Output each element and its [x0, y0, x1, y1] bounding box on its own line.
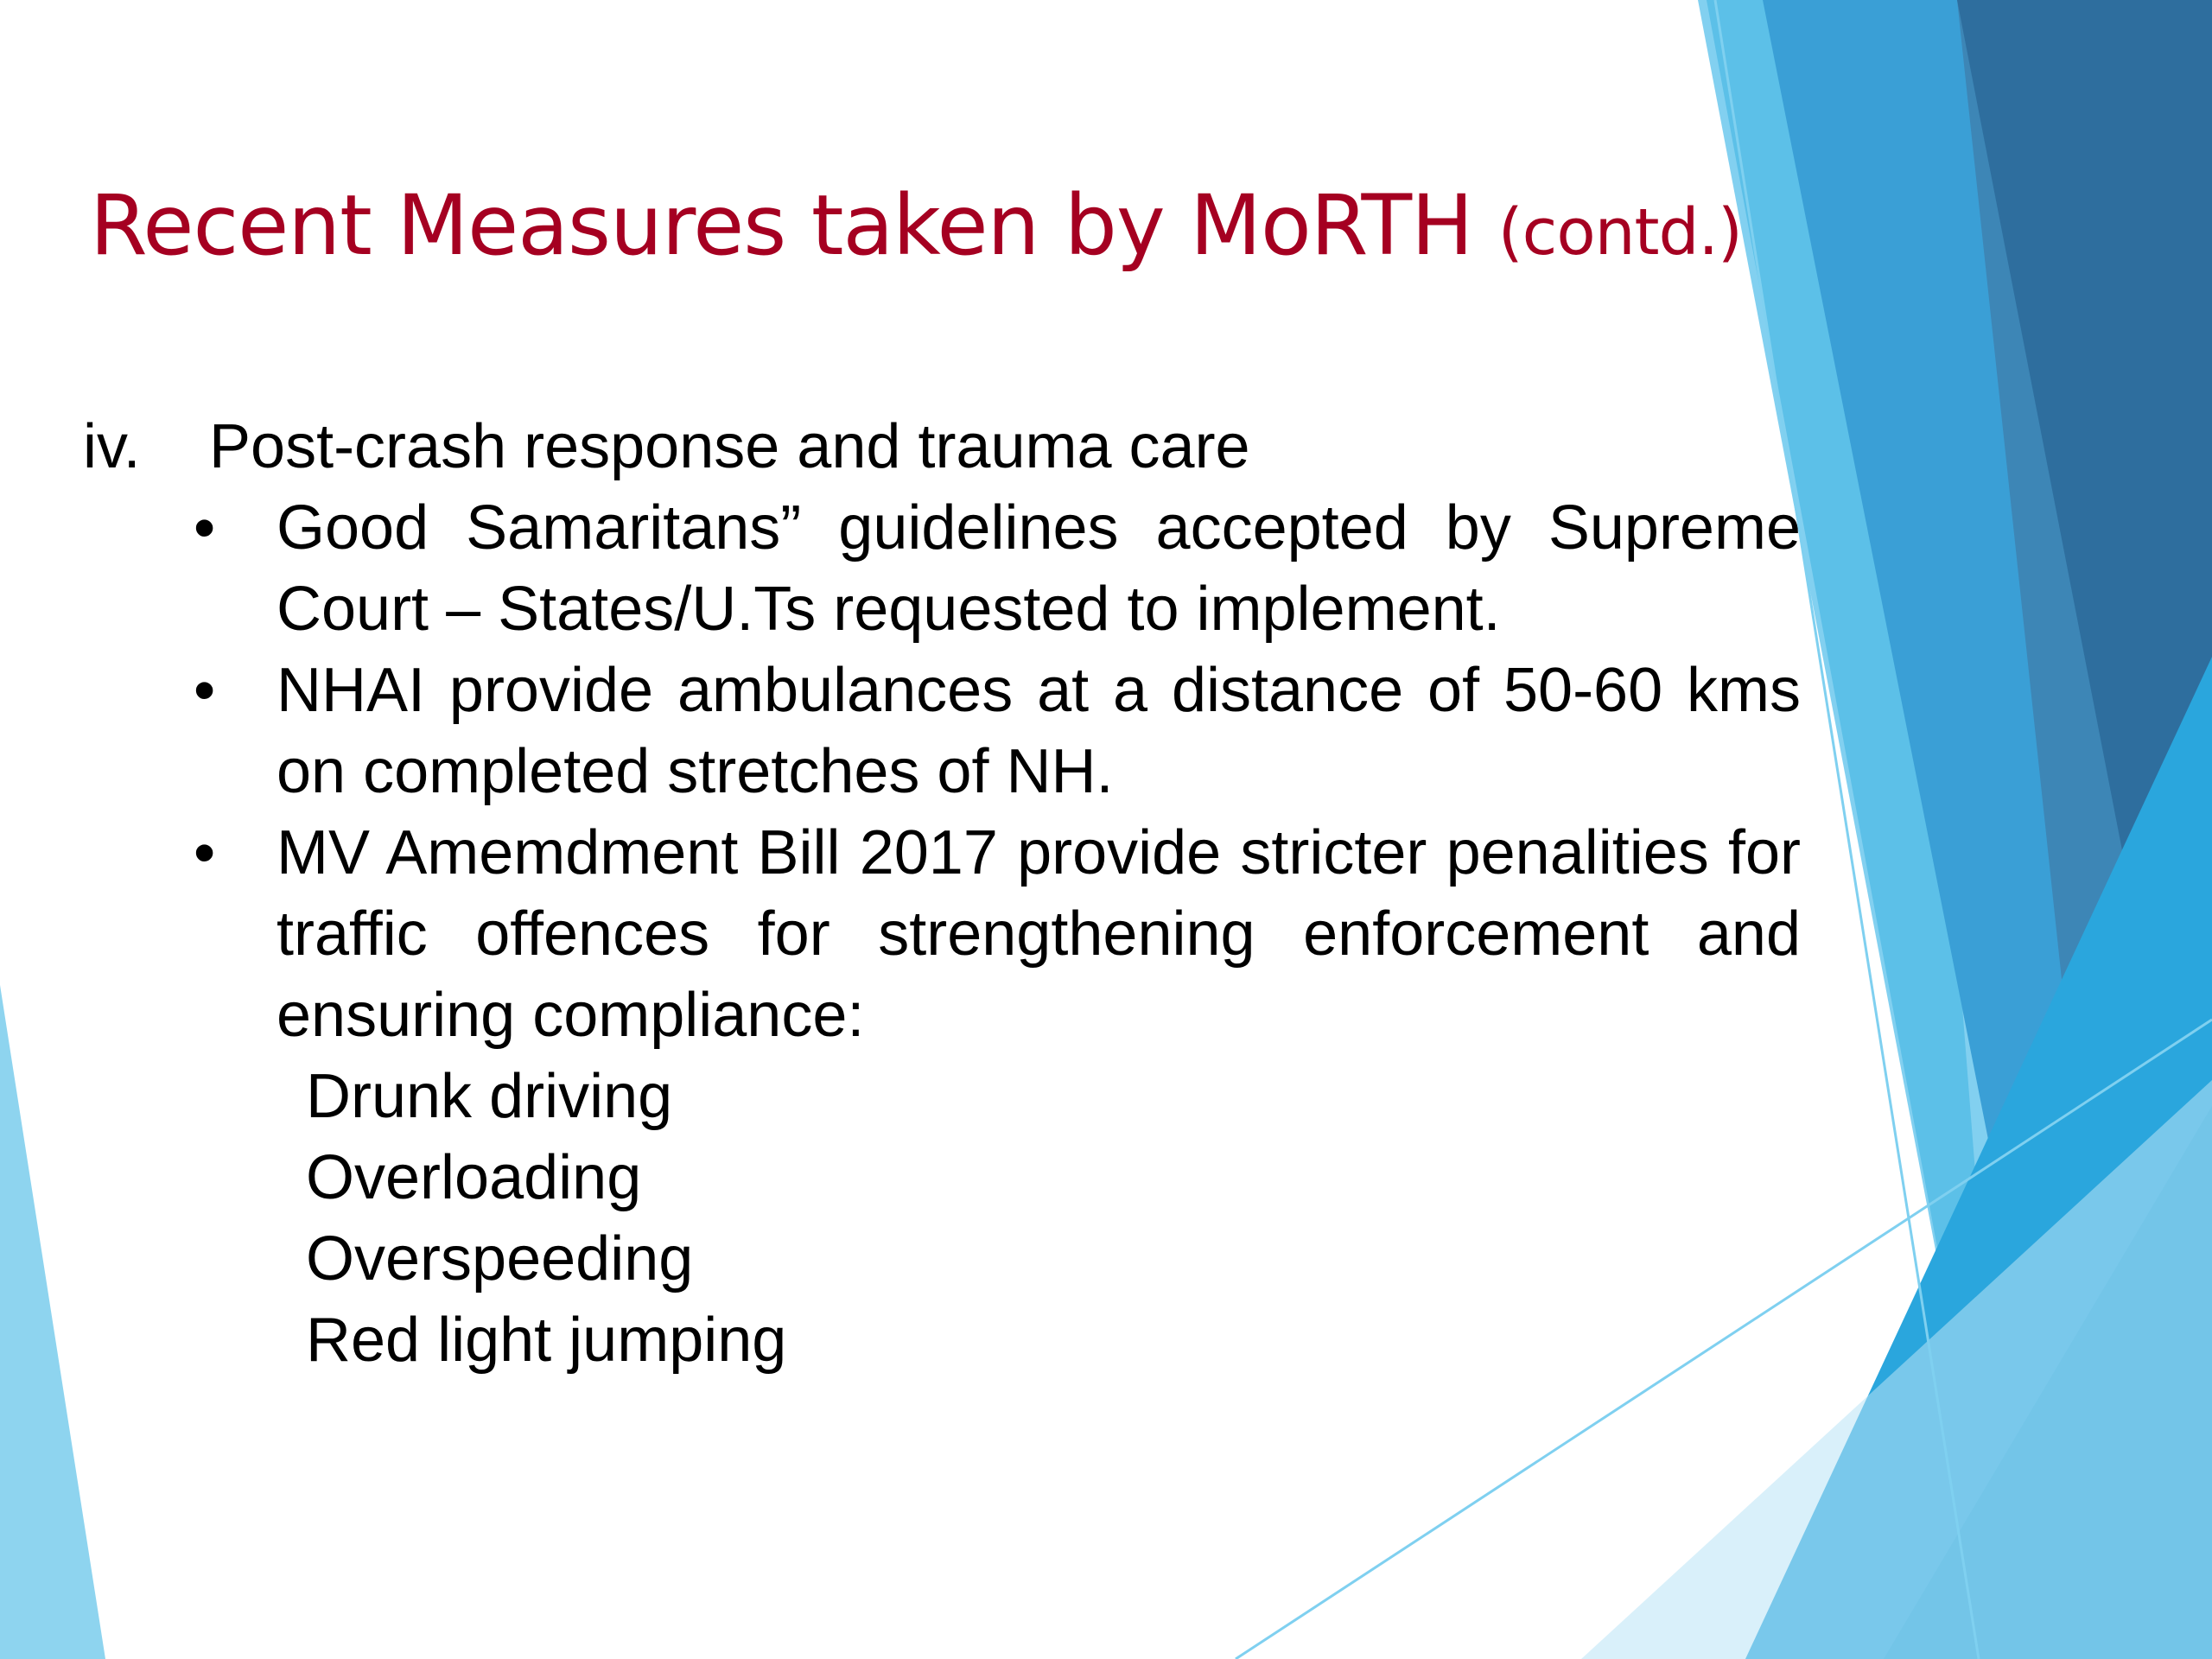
bullet-item [194, 812, 1801, 1056]
slide-content [83, 406, 1801, 1381]
offence-item: Overloading [306, 1143, 642, 1212]
bullet-text: NHAI provide ambulances at a distance of 50-60 kms on completed stretches of NH. [276, 656, 1801, 806]
section-numeral: iv. [83, 412, 141, 481]
bullet-marker: • [194, 818, 216, 887]
bullet-text: MV Amemdment Bill 2017 provide stricter penalities for traffic offences for strengthening enforcement and ensuring compliance: [276, 818, 1801, 1050]
offence-item: Overspeeding [306, 1224, 694, 1294]
section-heading-text: Post-crash response and trauma care [209, 412, 1250, 481]
offence-item: Red light jumping [306, 1306, 787, 1375]
title-main: Recent Measures taken by MoRTH [90, 177, 1473, 274]
bullet-text: Good Samaritans” guidelines accepted by Supreme Court – States/U.Ts requested to implement. [276, 493, 1801, 644]
offence-item: Drunk driving [306, 1062, 673, 1131]
bullet-list [194, 487, 1801, 1056]
bullet-item [194, 650, 1801, 812]
offence-list [306, 1056, 1801, 1381]
bullet-marker: • [194, 493, 216, 563]
section-heading [83, 406, 1801, 487]
slide-title [90, 177, 1742, 274]
title-contd: (contd.) [1497, 195, 1742, 270]
bullet-item [194, 487, 1801, 650]
bullet-marker: • [194, 656, 216, 725]
